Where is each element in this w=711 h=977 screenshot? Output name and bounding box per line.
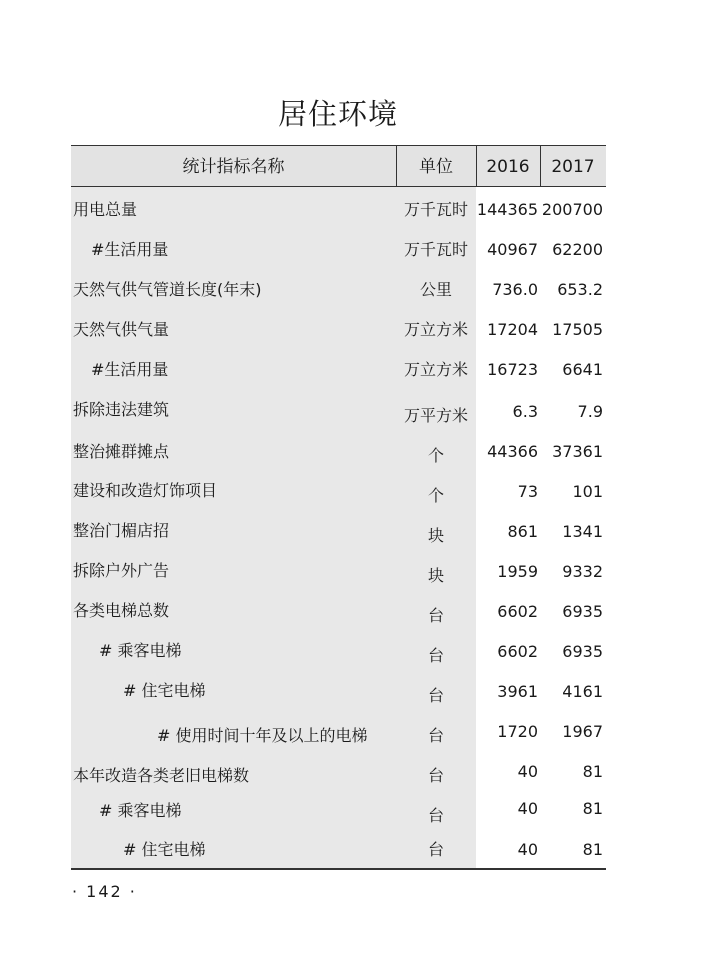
row-unit: 块	[427, 526, 444, 545]
row-unit: 台	[427, 840, 444, 859]
page-number: · 142 ·	[72, 882, 137, 901]
row-name: 用电总量	[73, 200, 138, 219]
header-year-2016: 2016	[486, 157, 530, 177]
row-value-2016: 16723	[487, 360, 538, 379]
row-unit: 块	[427, 566, 444, 585]
row-value-2017: 4161	[562, 682, 603, 701]
page-title: 居住环境	[277, 97, 398, 131]
row-value-2017: 17505	[552, 320, 603, 339]
row-value-2017: 81	[582, 799, 603, 818]
row-name: # 使用时间十年及以上的电梯	[157, 726, 368, 745]
row-name: 拆除户外广告	[73, 561, 170, 580]
row-value-2016: 1720	[497, 722, 538, 741]
row-name: 本年改造各类老旧电梯数	[73, 766, 250, 785]
row-name: 天然气供气量	[73, 320, 170, 339]
row-value-2016: 40967	[487, 240, 538, 259]
row-unit: 万立方米	[403, 360, 468, 379]
row-unit: 台	[427, 726, 444, 745]
row-unit: 个	[427, 486, 444, 505]
row-value-2017: 653.2	[557, 280, 603, 299]
row-value-2017: 9332	[562, 562, 603, 581]
row-value-2016: 73	[517, 482, 538, 501]
row-value-2017: 6935	[562, 642, 603, 661]
row-value-2017: 101	[572, 482, 603, 501]
header-year-2017: 2017	[551, 157, 595, 177]
row-unit: 万千瓦时	[403, 200, 468, 219]
table-bottom-rule	[71, 868, 606, 870]
row-name: 天然气供气管道长度(年末)	[73, 280, 262, 299]
row-value-2017: 1341	[562, 522, 603, 541]
row-value-2016: 40	[517, 799, 538, 818]
row-value-2016: 44366	[487, 442, 538, 461]
row-name: 建设和改造灯饰项目	[73, 481, 218, 500]
row-unit: 万平方米	[403, 406, 468, 425]
row-value-2016: 6602	[497, 642, 538, 661]
row-value-2017: 6935	[562, 602, 603, 621]
row-value-2017: 62200	[552, 240, 603, 259]
row-value-2016: 3961	[497, 682, 538, 701]
row-value-2016: 1959	[497, 562, 538, 581]
row-unit: 个	[427, 446, 444, 465]
row-value-2016: 17204	[487, 320, 538, 339]
row-name: 整治门楣店招	[73, 521, 170, 540]
row-value-2017: 200700	[541, 200, 603, 219]
row-value-2017: 7.9	[577, 402, 603, 421]
row-unit: 公里	[419, 280, 452, 299]
row-unit: 万千瓦时	[403, 240, 468, 259]
row-value-2017: 1967	[562, 722, 603, 741]
row-value-2017: 37361	[552, 442, 603, 461]
header-name: 统计指标名称	[182, 157, 285, 177]
row-value-2017: 81	[582, 762, 603, 781]
row-name: # 住宅电梯	[123, 681, 206, 700]
row-unit: 台	[427, 686, 444, 705]
row-name: # 乘客电梯	[99, 641, 182, 660]
header-unit: 单位	[419, 157, 453, 177]
row-value-2016: 6602	[497, 602, 538, 621]
row-name: #生活用量	[91, 360, 169, 379]
row-value-2016: 144365	[476, 200, 538, 219]
row-value-2016: 861	[507, 522, 538, 541]
row-name: 各类电梯总数	[73, 601, 170, 620]
row-name: #生活用量	[91, 240, 169, 259]
row-value-2016: 40	[517, 840, 538, 859]
row-unit: 台	[427, 646, 444, 665]
row-unit: 台	[427, 766, 444, 785]
row-unit: 台	[427, 606, 444, 625]
row-value-2016: 6.3	[512, 402, 538, 421]
row-name: 整治摊群摊点	[73, 442, 170, 461]
row-value-2016: 40	[517, 762, 538, 781]
table-header	[71, 146, 606, 187]
row-unit: 台	[427, 806, 444, 825]
row-value-2016: 736.0	[492, 280, 538, 299]
row-value-2017: 81	[582, 840, 603, 859]
row-value-2017: 6641	[562, 360, 603, 379]
row-name: # 住宅电梯	[123, 840, 206, 859]
row-name: # 乘客电梯	[99, 801, 182, 820]
row-unit: 万立方米	[403, 320, 468, 339]
row-name: 拆除违法建筑	[73, 400, 170, 419]
